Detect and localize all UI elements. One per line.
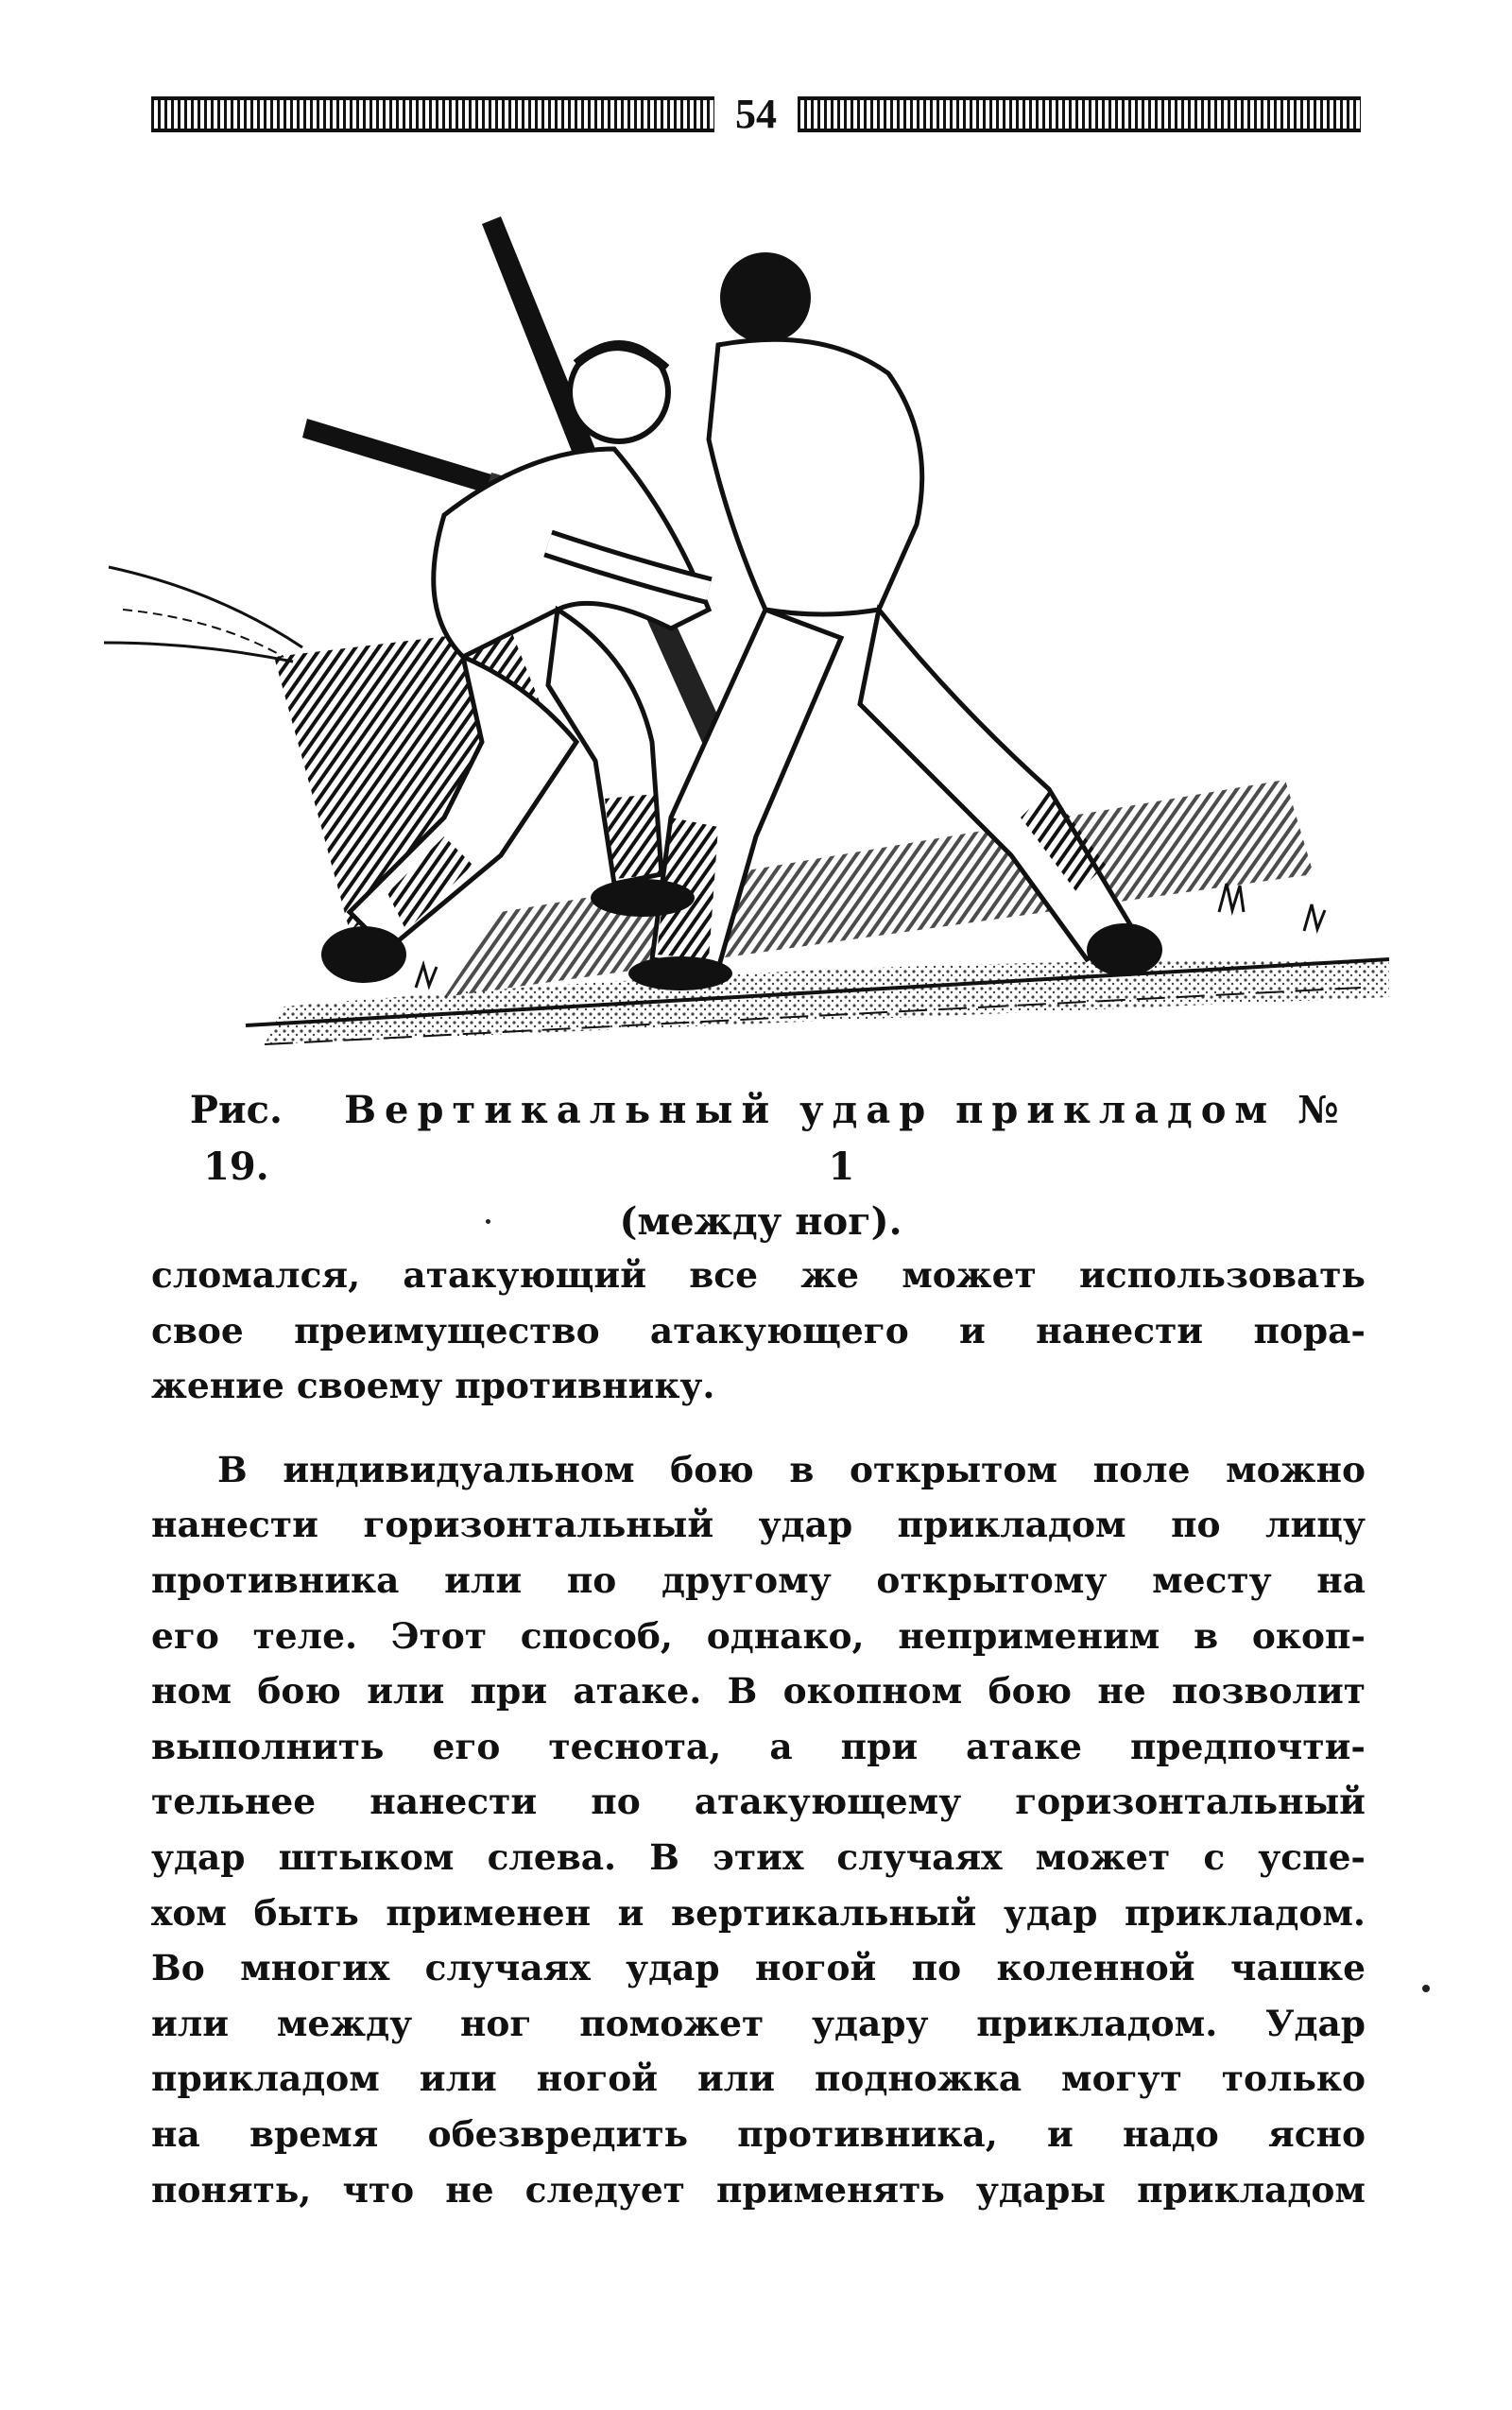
text-line: свое преимущество атакующего и нанести пора- — [151, 1309, 1366, 1351]
stray-ink-dot — [486, 1219, 490, 1224]
page-header — [151, 91, 1361, 138]
header-rule-left — [151, 96, 714, 132]
text-line: сломался, атакующий все же может использовать — [151, 1254, 1366, 1296]
text-line: понять, что не следует применять удары прикладом — [151, 2168, 1366, 2211]
bayonet-fight-drawing — [104, 213, 1408, 1059]
figure-caption — [151, 1082, 1370, 1248]
text-line: его теле. Этот способ, однако, неприменим в окоп- — [151, 1614, 1366, 1657]
paragraph-gap — [151, 1414, 1366, 1442]
body-text — [151, 1248, 1366, 2217]
caption-label: Рис. 19. — [189, 1088, 283, 1189]
text-line: прикладом или ногой или подножка могут только — [151, 2057, 1366, 2100]
page-number: 54 — [735, 91, 777, 137]
text-line: на время обезвредить противника, и надо ясно — [151, 2112, 1366, 2155]
text-line: тельнее нанести по атакующему горизонтальный — [151, 1781, 1366, 1823]
text-line: противника или по другому открытому месту на — [151, 1558, 1366, 1601]
text-line: удар штыком слева. В этих случаях может с успе- — [151, 1835, 1366, 1878]
text-line: В индивидуальном бою в открытом поле можно — [217, 1448, 1366, 1490]
caption-title: Вертикальный удар прикладом № 1 — [344, 1088, 1348, 1189]
text-line: хом быть применен и вертикальный удар прикладом. — [151, 1891, 1366, 1934]
text-line: Во многих случаях удар ногой по коленной чашке — [151, 1947, 1366, 1989]
text-line: жение своему противнику. — [151, 1365, 715, 1407]
text-line: нанести горизонтальный удар прикладом по лицу — [151, 1504, 1366, 1546]
caption-subtitle: (между ног). — [619, 1199, 902, 1244]
stray-ink-dot — [1422, 1985, 1430, 1992]
text-line: ном бою или при атаке. В окопном бою не позволит — [151, 1670, 1366, 1713]
header-rule-right — [798, 96, 1361, 132]
text-line: или между ног поможет удару прикладом. Удар — [151, 2002, 1366, 2044]
figure-illustration — [104, 213, 1408, 1059]
text-line: выполнить его теснота, а при атаке предпочти- — [151, 1725, 1366, 1767]
